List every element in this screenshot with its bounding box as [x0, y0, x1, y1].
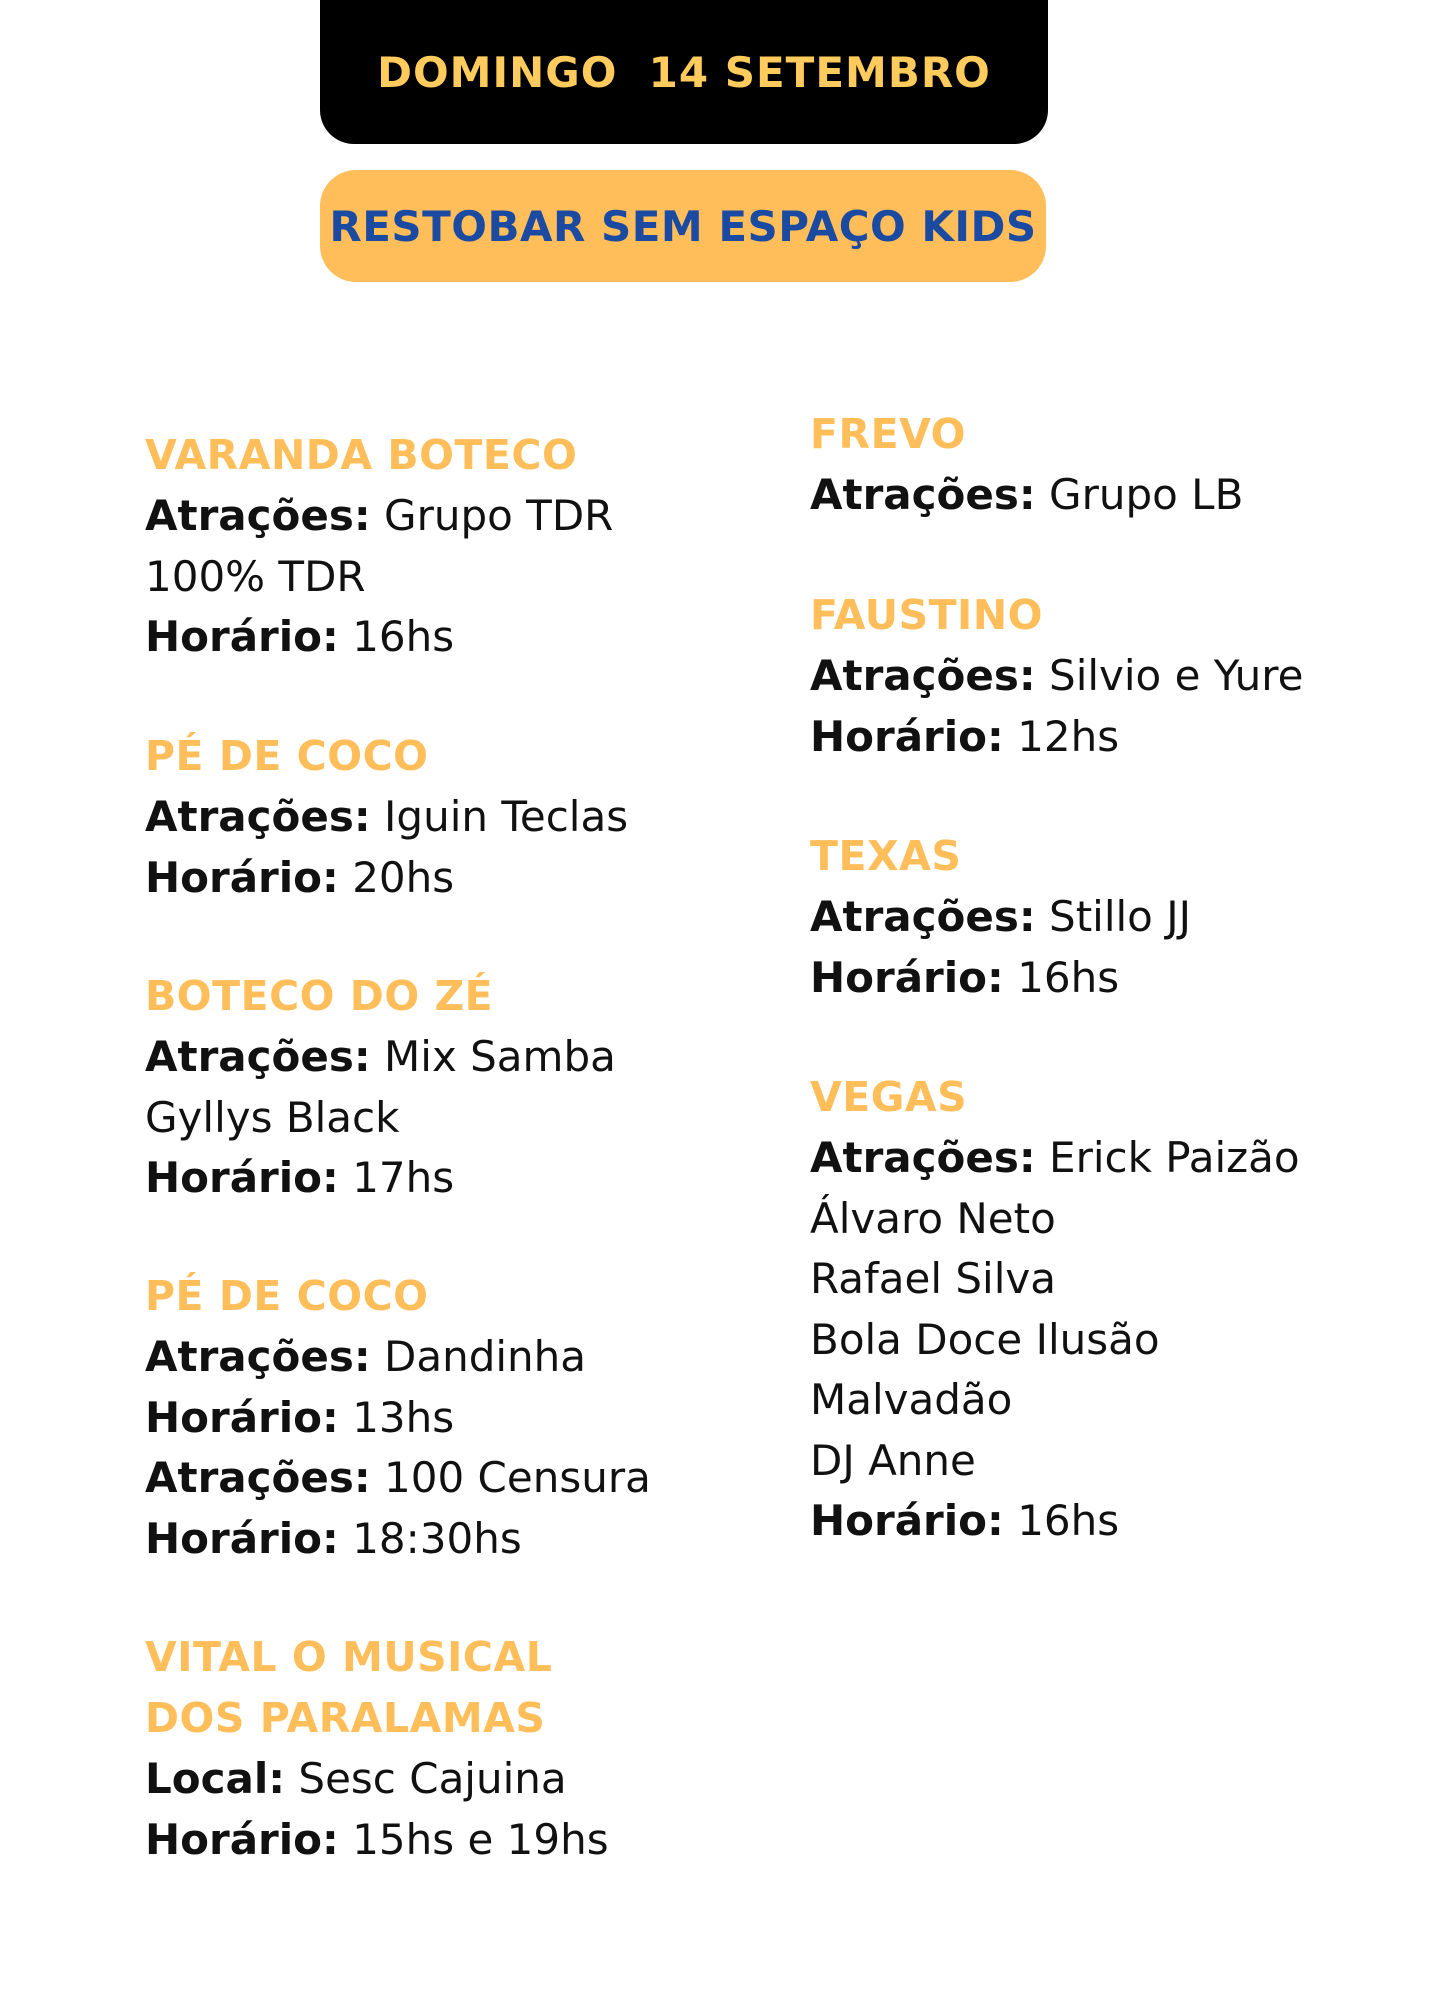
time-label: Horário: — [810, 952, 1004, 1002]
attractions-label: Atrações: — [810, 651, 1036, 700]
time-label: Horário: — [145, 1814, 339, 1864]
attraction-line — [145, 1327, 785, 1388]
time-line — [145, 848, 785, 909]
attractions-label: Atrações: — [810, 1133, 1036, 1182]
attractions-label: Atrações: — [145, 792, 371, 841]
venue-name: VITAL O MUSICAL — [145, 1633, 553, 1681]
attraction-line: Bola Doce Ilusão — [810, 1314, 1160, 1364]
local-label: Local: — [145, 1754, 286, 1803]
time-label: Horário: — [145, 1153, 339, 1202]
attraction-line: 100% TDR — [145, 551, 366, 601]
time-line — [145, 1509, 785, 1570]
time-line — [145, 1388, 785, 1449]
time-value: 12hs — [1017, 711, 1120, 761]
attraction-value: Dandinha — [384, 1332, 587, 1381]
date-banner — [320, 0, 1048, 144]
attraction-line: Malvadão — [810, 1375, 1013, 1424]
venue-name: VEGAS — [810, 1073, 968, 1121]
attractions-label: Atrações: — [145, 1453, 371, 1502]
attraction-line — [810, 465, 1410, 526]
time-line — [145, 1810, 785, 1871]
local-value: Sesc Cajuina — [298, 1754, 567, 1803]
time-value: 18:30hs — [352, 1513, 522, 1563]
time-label: Horário: — [145, 852, 339, 902]
venue-faustino — [810, 585, 1410, 767]
time-label: Horário: — [810, 711, 1004, 761]
time-line — [145, 1148, 785, 1209]
time-label: Horário: — [145, 612, 339, 661]
attractions-label: Atrações: — [145, 1332, 371, 1381]
time-line — [810, 1491, 1410, 1552]
venue-name: PÉ DE COCO — [145, 1272, 429, 1320]
time-value: 13hs — [352, 1392, 455, 1442]
attraction-line — [145, 1027, 785, 1088]
time-value: 17hs — [352, 1153, 455, 1202]
time-value: 20hs — [352, 852, 455, 902]
date-title: DOMINGO 14 SETEMBRO — [377, 47, 991, 97]
venue-name: FAUSTINO — [810, 591, 1043, 639]
attractions-label: Atrações: — [145, 491, 371, 540]
attraction-value: Grupo TDR — [384, 491, 614, 540]
venue-vital-o-musical — [145, 1627, 785, 1870]
kids-notice-text: RESTOBAR SEM ESPAÇO KIDS — [329, 201, 1037, 251]
venue-name: TEXAS — [810, 832, 962, 880]
attractions-label: Atrações: — [810, 892, 1036, 941]
time-value: 16hs — [1017, 1496, 1120, 1545]
time-line — [810, 948, 1410, 1009]
venue-pe-de-coco-1 — [145, 726, 785, 908]
time-line — [145, 607, 785, 668]
attraction-line — [810, 1128, 1410, 1189]
time-label: Horário: — [810, 1496, 1004, 1545]
kids-notice-banner — [320, 170, 1046, 282]
attraction-line — [145, 1448, 785, 1509]
venue-boteco-do-ze — [145, 966, 785, 1209]
attraction-line — [810, 646, 1410, 707]
time-label: Horário: — [145, 1392, 339, 1442]
attraction-value: Mix Samba — [384, 1032, 616, 1081]
venue-texas — [810, 826, 1410, 1008]
venue-varanda-boteco — [145, 425, 785, 668]
time-label: Horário: — [145, 1513, 339, 1563]
attraction-value: Stillo JJ — [1049, 892, 1191, 941]
venue-vegas — [810, 1067, 1410, 1552]
venue-name: FREVO — [810, 410, 966, 458]
attraction-value: Iguin Teclas — [384, 792, 629, 841]
venue-name: PÉ DE COCO — [145, 732, 429, 780]
attraction-value: Silvio e Yure — [1049, 651, 1304, 700]
attraction-value: 100 Censura — [384, 1453, 651, 1502]
time-value: 16hs — [352, 612, 455, 661]
attraction-line: Álvaro Neto — [810, 1193, 1056, 1243]
time-value: 15hs e 19hs — [352, 1814, 609, 1864]
venue-name: VARANDA BOTECO — [145, 431, 578, 479]
attraction-line — [810, 887, 1410, 948]
venue-name: DOS PARALAMAS — [145, 1694, 546, 1742]
attractions-label: Atrações: — [810, 470, 1036, 519]
attraction-line: Gyllys Black — [145, 1092, 400, 1142]
venue-name: BOTECO DO ZÉ — [145, 972, 494, 1020]
venue-pe-de-coco-2 — [145, 1266, 785, 1569]
attraction-line: DJ Anne — [810, 1435, 976, 1485]
time-line — [810, 707, 1410, 768]
attraction-line — [145, 787, 785, 848]
attraction-line — [145, 486, 785, 547]
attraction-value: Grupo LB — [1049, 470, 1244, 519]
venue-frevo — [810, 404, 1410, 526]
attractions-label: Atrações: — [145, 1032, 371, 1081]
attraction-value: Erick Paizão — [1049, 1133, 1300, 1182]
local-line — [145, 1749, 785, 1810]
attraction-line: Rafael Silva — [810, 1254, 1056, 1303]
time-value: 16hs — [1017, 952, 1120, 1002]
